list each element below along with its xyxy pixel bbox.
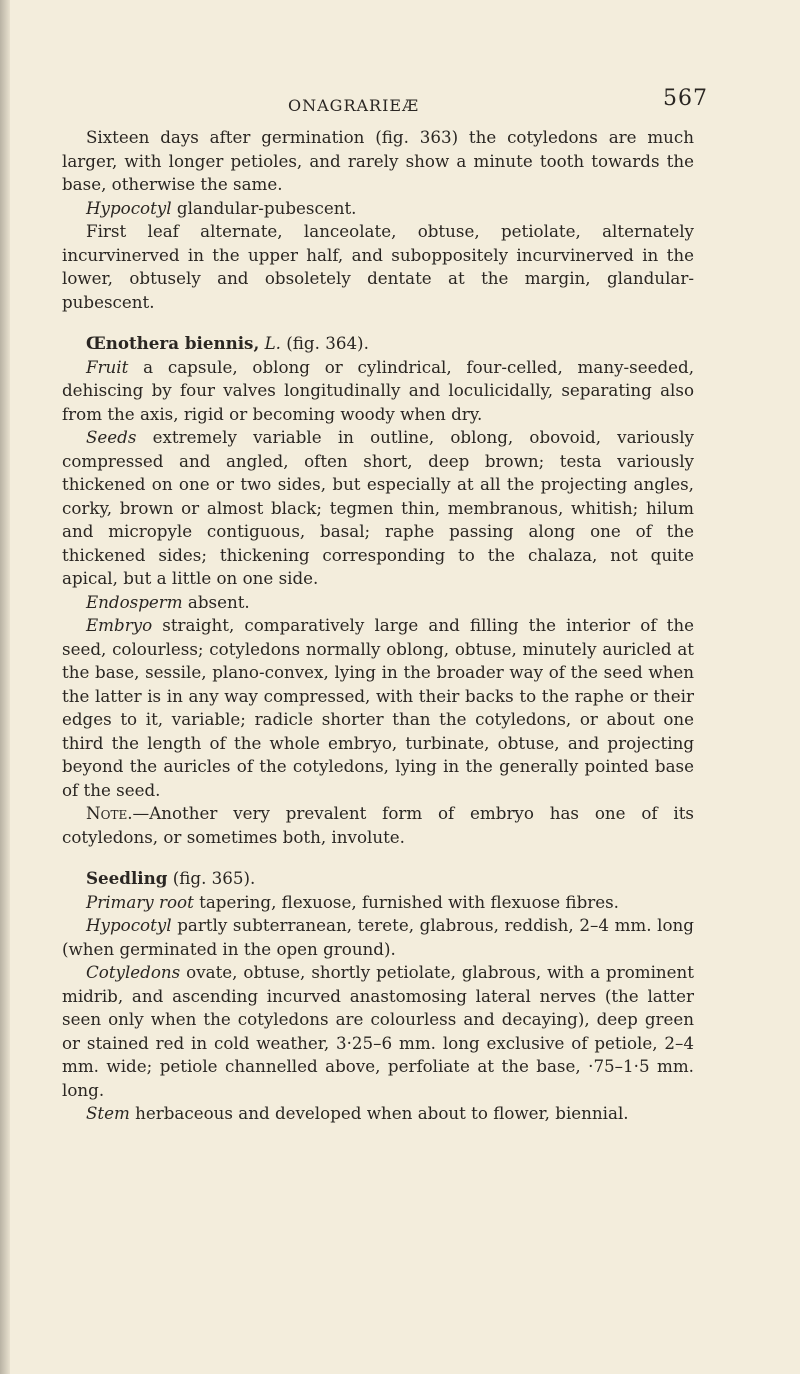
embryo-text: straight, comparatively large and filling the interior of the seed, colourless; cotyledons normally oblong, obtuse, minutely auricled at the base, sessile, plano-convex, lying in the broader way of the seed when the latter is in any way compressed, with their backs to the raphe or their edges to it, variable; radicle shorter than the cotyledons, or about one third the length of the whole embryo, turbinate, obtuse, and projecting beyond the auricles of the cotyledons, lying in the generally pointed base of the seed.: [62, 615, 694, 800]
species-fig-ref: (fig. 364).: [280, 333, 369, 353]
paragraph-sixteen-days: Sixteen days after germination (fig. 363) the cotyledons are much larger, with longer petioles, and rarely show a minute tooth towards the base, otherwise the same.: [62, 127, 694, 194]
species-heading: [62, 332, 694, 356]
seedling-hypocotyl-label: Hypocotyl: [86, 915, 172, 935]
seedling-heading: [62, 867, 694, 891]
paragraph-seeds: [62, 426, 694, 591]
paragraph-note: [62, 802, 694, 849]
fruit-text: a capsule, oblong or cylindrical, four-celled, many-seeded, dehiscing by four valves longitudinally and loculicidally, separating also from the axis, rigid or becoming woody when dry.: [62, 356, 694, 424]
paragraph-hypocotyl-intro: [62, 197, 694, 221]
paragraph-cotyledons: [62, 961, 694, 1102]
fruit-label: Fruit: [86, 356, 129, 377]
cotyledons-label: Cotyledons: [86, 962, 181, 982]
running-title: ONAGRARIEÆ: [288, 96, 420, 115]
seeds-text: extremely variable in outline, oblong, obovoid, variously compressed and angled, often short, deep brown; testa variously thickened on one or two sides, but especially at all the projecting angles, corky, brown or almost black; tegmen thin, membranous, whitish; hilum and micropyle contiguous, basal; raphe passing along one of the thickened sides; thickening corresponding to the chalaza, not quite apical, but a little on one side.: [62, 427, 694, 588]
paragraph-fruit: [62, 356, 694, 427]
cotyledons-text: ovate, obtuse, shortly petiolate, glabrous, with a prominent midrib, and ascending incurved anastomosing lateral nerves (the latter seen only when the cotyledons are colourless and decaying), deep green or stained red in cold weather, 3·25–6 mm. long exclusive of petiole, 2–4 mm. wide; petiole channelled above, perfoliate at the base, ·75–1·5 mm. long.: [62, 962, 694, 1100]
seedling-title: Seedling: [86, 868, 168, 888]
paragraph-endosperm: [62, 591, 694, 615]
hypocotyl-text: glandular-pubescent.: [171, 197, 357, 218]
note-text: —Another very prevalent form of embryo has one of its cotyledons, or sometimes both, involute.: [62, 803, 694, 847]
book-page: [62, 86, 708, 1126]
primary-root-label: Primary root: [86, 891, 194, 912]
paragraph-first-leaf: First leaf alternate, lanceolate, obtuse, petiolate, alternately incurvinerved in the upper half, and suboppositely incurvinerved in the lower, obtusely and obsoletely dentate at the margin, glandular-pubescent.: [62, 221, 694, 312]
seedling-hypocotyl-text: partly subterranean, terete, glabrous, reddish, 2–4 mm. long (when germinated in the open ground).: [62, 915, 694, 959]
primary-root-text: tapering, flexuose, furnished with flexuose fibres.: [193, 891, 619, 912]
stem-label: Stem: [86, 1103, 130, 1123]
page-binding-edge: [0, 0, 10, 1374]
seeds-label: Seeds: [86, 427, 137, 447]
endosperm-text: absent.: [182, 591, 250, 612]
note-label: Note.: [86, 803, 133, 823]
paragraph-embryo: [62, 614, 694, 802]
species-authority: L.: [264, 333, 281, 353]
species-name: Œnothera biennis,: [86, 333, 260, 353]
paragraph-primary-root: [62, 891, 694, 915]
running-header: [62, 86, 708, 126]
stem-text: herbaceous and developed when about to flower, biennial.: [129, 1103, 629, 1123]
paragraph-stem: [62, 1102, 694, 1126]
seedling-fig-ref: (fig. 365).: [167, 868, 256, 888]
page-number: 567: [663, 86, 708, 111]
embryo-label: Embryo: [86, 615, 153, 635]
endosperm-label: Endosperm: [86, 591, 183, 612]
hypocotyl-label: Hypocotyl: [86, 197, 172, 218]
paragraph-seedling-hypocotyl: [62, 914, 694, 961]
